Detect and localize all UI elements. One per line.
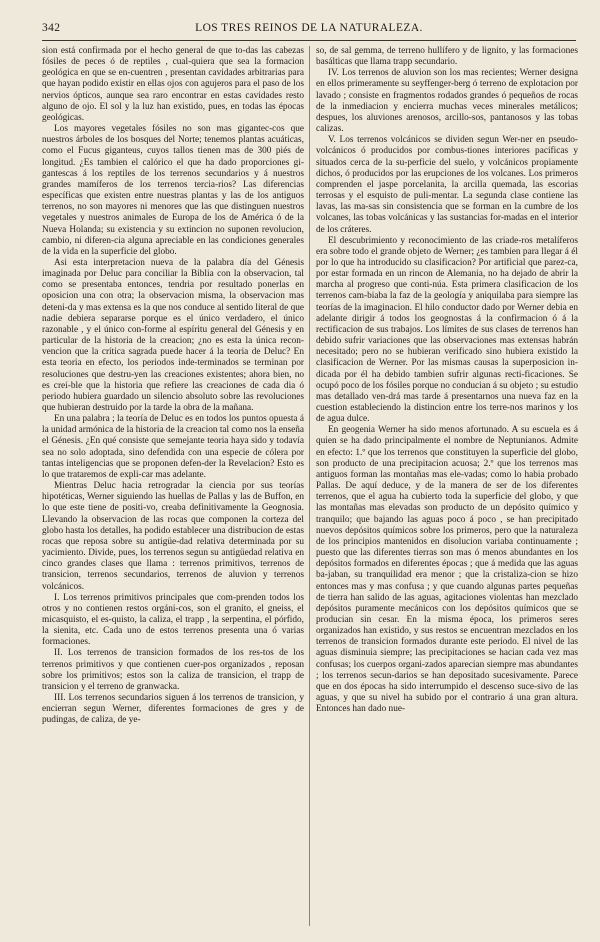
paragraph: I. Los terrenos primitivos principales que com-prenden todos los otros y no contienen restos orgáni-cos, son el granito, el gneiss, el micasquisto, el es-quisto, la caliza, el trapp , la serpentina, el pórfido, la sienita, etc. Cada uno de estos terrenos presenta una ó varias formaciones. bbox=[42, 592, 304, 648]
paragraph: Asi esta interpretacion nueva de la palabra día del Génesis imaginada por Deluc para conciliar la Biblia con la observacion, tal como se presentaba entonces, tendria por resultado ponerlas en oposicion una con otra; la observacion misma, la observacion mas deteni-da y mas extensa es la que nos conduce al sentido literal de que nadie debiera separarse porque es el único verdadero, el único razonable , y el único con-forme al espíritu general del Génesis y en particular de la historia de la creacion; ¿no es esta la única recon-vencion que la crítica sagrada puede hacer á la teoria de Deluc? En esta teoria en efecto, los periodos inde-terminados se terminan por resoluciones que destru-yen las creaciones existentes; ahora bien, no es creí-ble que la historia que refiere las creaciones de cada dia ó periodo hubiera guardado un silencio absoluto sobre las revoluciones que hubieran destruido por la tarde la obra de la mañana. bbox=[42, 257, 304, 413]
paragraph: sion está confirmada por el hecho general de que to-das las cabezas fósiles de peces ó de reptiles , cual-quiera que sea la formacion geológica en que se en-cuentren , presentan cavidades arbitrarias para que hayan podido existir en ellas ojos con agujeros para el paso de los nervios ópticos, aunque sea raro encontrar en estas cavidades resto alguno de ojo. El sol y la luz han existido, pues, en todas las épocas geológicas. bbox=[42, 46, 304, 123]
page-header bbox=[42, 22, 576, 38]
page-number: 342 bbox=[42, 22, 61, 34]
column-divider bbox=[309, 46, 310, 926]
header-rule bbox=[42, 40, 576, 41]
right-column bbox=[316, 46, 578, 926]
paragraph: so, de sal gemma, de terreno hullífero y de lignito, y las formaciones basálticas que llama trapp secundario. bbox=[316, 46, 578, 68]
paragraph: En una palabra ; la teoría de Deluc es en todos los puntos opuesta á la unidad armónica de la historia de la creacion tal como nos la enseña el Génesis. ¿En qué consiste que semejante teoria haya sido y todavía sea no solo adoptada, sino defendida con una especie de cólera por tantas inteligencias que se proponen defen-der la Revelacion? Esto es lo que trataremos de expli-car mas adelante. bbox=[42, 414, 304, 480]
paragraph: IV. Los terrenos de aluvion son los mas recientes; Werner designa en ellos primeramente su seyffenger-berg ó terreno de explotacion por lavado ; consiste en fragmentos rodados grandes ó pequeños de rocas de la inmediacion y encierra muchas veces minerales metálicos; despues, los aluviones arenosos, arcillo-sos, pantanosos y las tobas calizas. bbox=[316, 68, 578, 135]
paragraph: En geogenia Werner ha sido menos afortunado. A su escuela es á quien se ha dado principalmente el nombre de Neptunianos. Admite en efecto: 1.º que los terrenos que constituyen la superficie del globo, son producto de una precipitacion acuosa; 2.º que los terrenos mas antiguos forman las montañas mas ele-vadas; como lo habia probado Pallas. De aquí deduce, y de la manera de ser de los diferentes terrenos, que el agua ha cubierto toda la superficie del globo, y que las montañas mas elevadas son producto de un depósito químico y tranquilo; que bajando las aguas poco á poco , se han precipitado nuevos depósitos químicos sobre los primeros, pero que la naturaleza de los principios mantenidos en disolucion variaba continuamente ; puesto que las diferentes tierras son mas ó menos abundantes en los depósitos formados en diferentes épocas ; que á medida que las aguas ba-jaban, su tranquilidad era menor ; que la cristaliza-cion se hizo entonces mas y mas confusa ; y que cuando algunas partes pequeñas de tierra han salido de las aguas, agitaciones violentas han mezclado depósitos puramente mecánicos con los depósitos químicos que se producian sin cesar. En la misma época, los primeros seres organizados han existido, y sus restos se encuentran mezclados en los terrenos de transicion formados durante este periodo. El nivel de las aguas disminuia siempre; las precipitaciones se hacian cada vez mas confusas; los cuerpos organi-zados aparecian siempre mas abundantes ; los terrenos secun-darios se han depositado sucesivamente. Parece que en dos épocas ha sido interrumpido el descenso suce-sivo de las aguas, y que su nivel ha subido por el contrario á una gran altura. Entonces han dado nue- bbox=[316, 425, 578, 715]
paragraph: III. Los terrenos secundarios siguen á los terrenos de transicion, y encierran segun Werner, diferentes formaciones de gres y de pudingas, de caliza, de ye- bbox=[42, 693, 304, 726]
paragraph: Los mayores vegetales fósiles no son mas giganteс-cos que nuestros árboles de los bosques del Norte; tenemos plantas acuáticas, como el Fucus giganteus, cuyos tallos tienen mas de 300 piés de longitud. ¿Es tambien el calórico el que ha dado proporciones gi-gantescas á los reptiles de los terrenos secundarios y á nuestros grandes mamíferos de los terrenos tercia-rios? Las diferencias específicas que existen entre nuestras plantas y las de los antiguos terrenos, no son mayores ni menores que las que distinguen nuestros vegetales y nuestros animales de Europa de los de América ó de la Nueva Holanda; su existencia y su extincion no suponen revolucion, cambio, ni diferen-cia alguna apreciable en las condiciones generales de la vida en la superficie del globo. bbox=[42, 124, 304, 257]
paragraph: V. Los terrenos volcánicos se dividen segun Wer-ner en pseudo-volcánicos ó producidos por combus-tiones interiores pacíficas y situados cerca de la su-perficie del suelo, y volcánicos propiamente dichos, ó producidos por las erupciones de los volcanes. Los primeros comprenden el jaspe porcelanita, la arcilla quemada, las escorias terrosas y el esquisto de puli-mentar. La segunda clase contiene las lavas, las ma-sas sin consistencia que se forman en la cumbre de los volcanes, las tobas volcánicas y las sustancias for-madas en el interior de los cráteres. bbox=[316, 135, 578, 235]
paragraph: II. Los terrenos de transicion formados de los res-tos de los terrenos primitivos y que contienen cuer-pos organizados , reposan sobre los primitivos; estos son la caliza de transicion, el trapp de transicion y el terreno de granwacka. bbox=[42, 648, 304, 692]
paragraph: El descubrimiento y reconocimiento de las criade-ros metalíferos era sobre todo el grande objeto de Werner; ¿es tambien para llegar á él por lo que ha introducido su clasificacion? Por artificial que parez-ca, por estar formada en un rincon de Alemania, no ha dejado de abrir la marcha al progreso que conti-núa. Esta primera clasificacion de los terrenos cam-biaba la faz de la geología y aniquilaba para siempre las teorías de la imaginacion. El hilo conductor dado por Werner debia en adelante dirigir á todos los geognostas á la confirmacion ó á la rectificacion de sus trabajos. Los límites de sus clases de terrenos han debido sufrir variaciones que las observaciones mas extensas habrán necesitado; pero no se hubieran verificado sino hubiera existido la clasificacion de Werner. Por las mismas causas la superposicion in-dicada por él ha debido tambien sufrir algunas recti-ficaciones. Se ocupó poco de los fósiles porque no conducian á su objeto ; su estudio mas detallado ven-drá mas tarde á presentarnos una nueva faz en la cuestion estableciendo la distincion entre los terre-nos marinos y los de agua dulce. bbox=[316, 235, 578, 425]
running-title: LOS TRES REINOS DE LA NATURALEZA. bbox=[195, 22, 423, 34]
left-column bbox=[42, 46, 304, 926]
paragraph: Mientras Deluc hacia retrogradar la ciencia por sus teorías hipotéticas, Werner siguiendo las huellas de Pallas y las de Buffon, en lo que este tiene de positi-vo, creaba definitivamente la Geognosia. Llevando la observacion de las rocas que componen la corteza del globo hasta los detalles, ha podido establecer una distribucion de estas rocas que reposa sobre su antigüe-dad relativa determinada por su yacimiento. Divide, pues, los terrenos segun su antigüedad relativa en cinco grandes clases que llama : terrenos primitivos, terrenos de transicion, terrenos secundarios, terrenos de aluvion y terrenos volcánicos. bbox=[42, 481, 304, 592]
